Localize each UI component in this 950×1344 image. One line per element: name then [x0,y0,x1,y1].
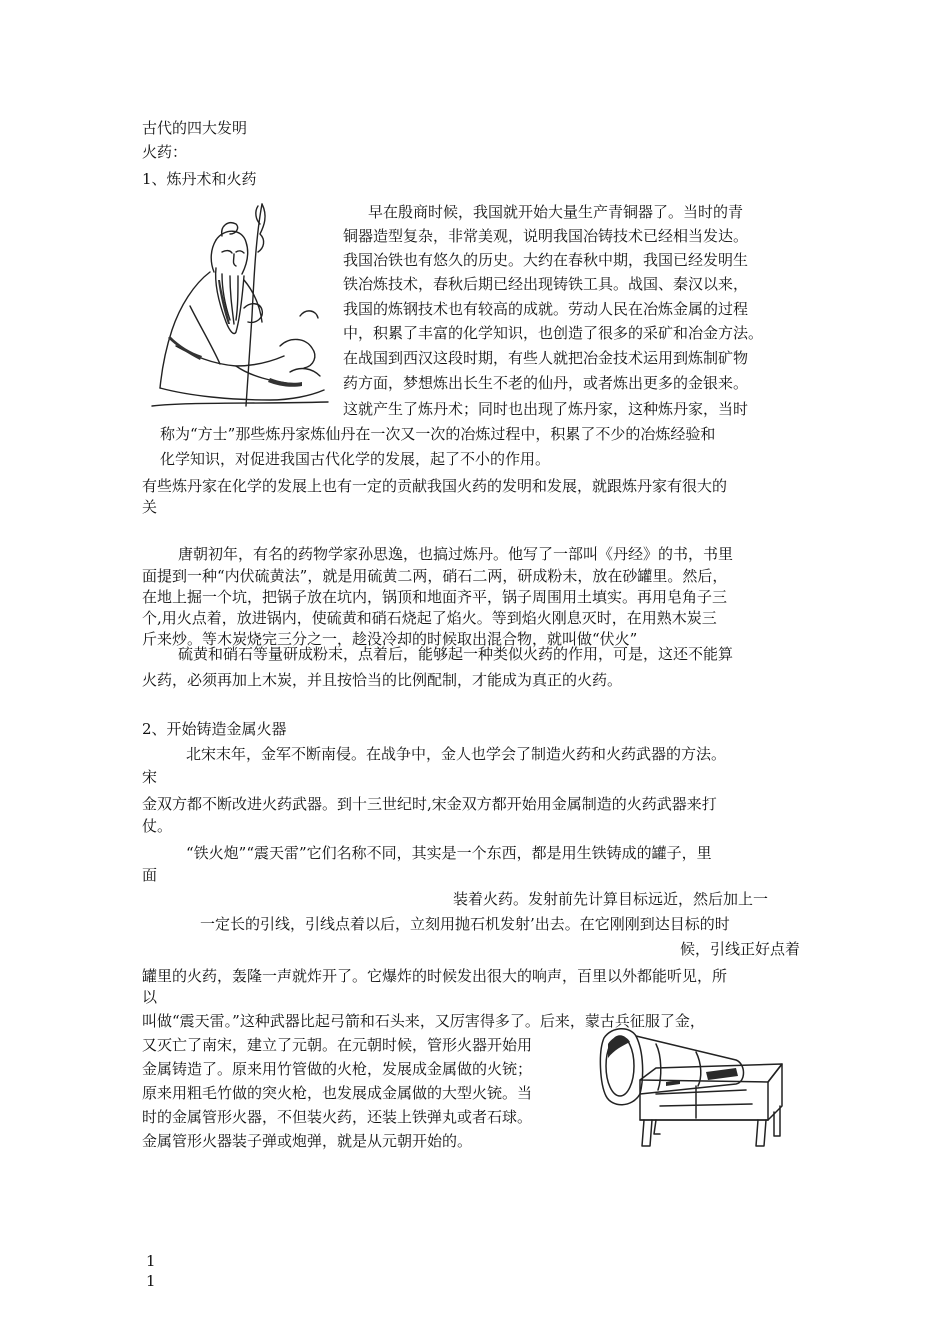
s2-side-line-2: 金属铸造了。原来用竹管做的火枪，发展成金属做的火铳； [142,1060,533,1078]
s2-side-line-4: 时的金属管形火器，不但装火药，还装上铁弹丸或者石球。 [142,1108,533,1126]
s2-line-3: 金双方都不断改进火药武器。到十三世纪时,宋金双方都开始用金属制造的火药武器来打 [142,795,717,813]
s2-line-2: 宋 [142,768,158,786]
s2-line-12: 叫做“震天雷。”这种武器比起弓箭和石头来，又厉害得多了。后来，蒙古兵征服了金， [142,1012,705,1030]
s1-side-line-1: 早在殷商时候，我国就开始大量生产青铜器了。当时的青 [368,203,744,221]
s1-side-line-4: 铁冶炼技术，春秋后期已经出现铸铁工具。战国、秦汉以来， [343,275,749,293]
s1-sulfur-line-1: 硫黄和硝石等量研成粉末，点着后，能够起一种类似火药的作用，可是，这还不能算 [178,645,734,663]
s1-contrib-line-1: 有些炼丹家在化学的发展上也有一定的贡献我国火药的发明和发展，就跟炼丹家有很大的 [142,477,728,495]
document-title: 古代的四大发明 [142,119,248,137]
alchemist-illustration [150,196,330,410]
s1-tang-line-1: 唐朝初年，有名的药物学家孙思逸，也搞过炼丹。他写了一部叫《丹经》的书，书里 [178,545,734,563]
s1-contrib-line-2: 关 [142,498,158,516]
s1-side-line-7: 在战国到西汉这段时期，有些人就把冶金技术运用到炼制矿物 [343,349,749,367]
page-number-b: 1 [146,1272,156,1290]
s2-side-line-1: 又灭亡了南宋，建立了元朝。在元朝时候，管形火器开始用 [142,1036,533,1054]
s2-line-7: 装着火药。发射前先计算目标远近，然后加上一 [453,890,769,908]
s1-side-line-3: 我国冶铁也有悠久的历史。大约在春秋中期，我国已经发明生 [343,251,749,269]
s1-side-line-6: 中，积累了丰富的化学知识，也创造了很多的采矿和冶金方法。 [343,324,764,342]
s1-side-line-8: 药方面，梦想炼出长生不老的仙丹，或者炼出更多的金银来。 [343,374,749,392]
section2-heading: 2、开始铸造金属火器 [142,720,287,738]
s2-side-line-3: 原来用粗毛竹做的突火枪，也发展成金属做的大型火铳。当 [142,1084,533,1102]
s1-tang-line-3: 在地上掘一个坑，把锅子放在坑内，锅顶和地面齐平，锅子周围用土填实。再用皂角子三 [142,588,728,606]
s2-line-4: 仗。 [142,817,173,835]
s2-line-6: 面 [142,866,158,884]
s1-full-line-1: 称为“方士”那些炼丹家炼仙丹在一次又一次的冶炼过程中，积累了不少的冶炼经验和 [160,425,716,443]
s1-tang-line-2: 面提到一种“内伏硫黄法”，就是用硫黄二两，硝石二两，研成粉未，放在砂罐里。然后， [142,567,728,585]
s1-side-line-5: 我国的炼钢技术也有较高的成就。劳动人民在冶炼金属的过程 [343,300,749,318]
s2-side-line-5: 金属管形火器装子弹或炮弹，就是从元朝开始的。 [142,1132,473,1150]
s2-line-9: 候，引线正好点着 [680,940,801,958]
s1-tang-line-5: 斤来炒。等木炭烧完三分之一，趁没冷却的时候取出混合物，就叫做“伏火” [142,630,638,648]
section1-heading: 1、炼丹术和火药 [142,170,257,188]
s1-full-line-2: 化学知识，对促进我国古代化学的发展，起了不小的作用。 [160,450,551,468]
s1-side-line-2: 铜器造型复杂，非常美观，说明我国冶铸技术已经相当发达。 [343,227,749,245]
page-number-a: 1 [146,1252,156,1270]
s1-sulfur-line-2: 火药，必须再加上木炭，并且按恰当的比例配制，才能成为真正的火药。 [142,671,623,689]
s2-line-1: 北宋末年，金军不断南侵。在战争中，金人也学会了制造火药和火药武器的方法。 [186,745,727,763]
s2-line-8: 一定长的引线，引线点着以后，立刻用抛石机发射’出去。在它刚刚到达目标的时 [200,915,730,933]
s1-side-line-9: 这就产生了炼丹术；同时也出现了炼丹家，这种炼丹家，当时 [343,400,749,418]
document-subtitle: 火药： [142,143,188,161]
s2-line-10: 罐里的火药，轰隆一声就炸开了。它爆炸的时候发出很大的响声，百里以外都能听见，所 [142,967,728,985]
s2-line-11: 以 [142,988,158,1006]
s2-line-5: “铁火炮”“震天雷”它们名称不同，其实是一个东西，都是用生铁铸成的罐子，里 [186,844,712,862]
cannon-illustration [596,1024,786,1152]
s1-tang-line-4: 个,用火点着，放进锅内，使硫黄和硝石烧起了焰火。等到焰火刚息灭时，在用熟木炭三 [142,609,717,627]
